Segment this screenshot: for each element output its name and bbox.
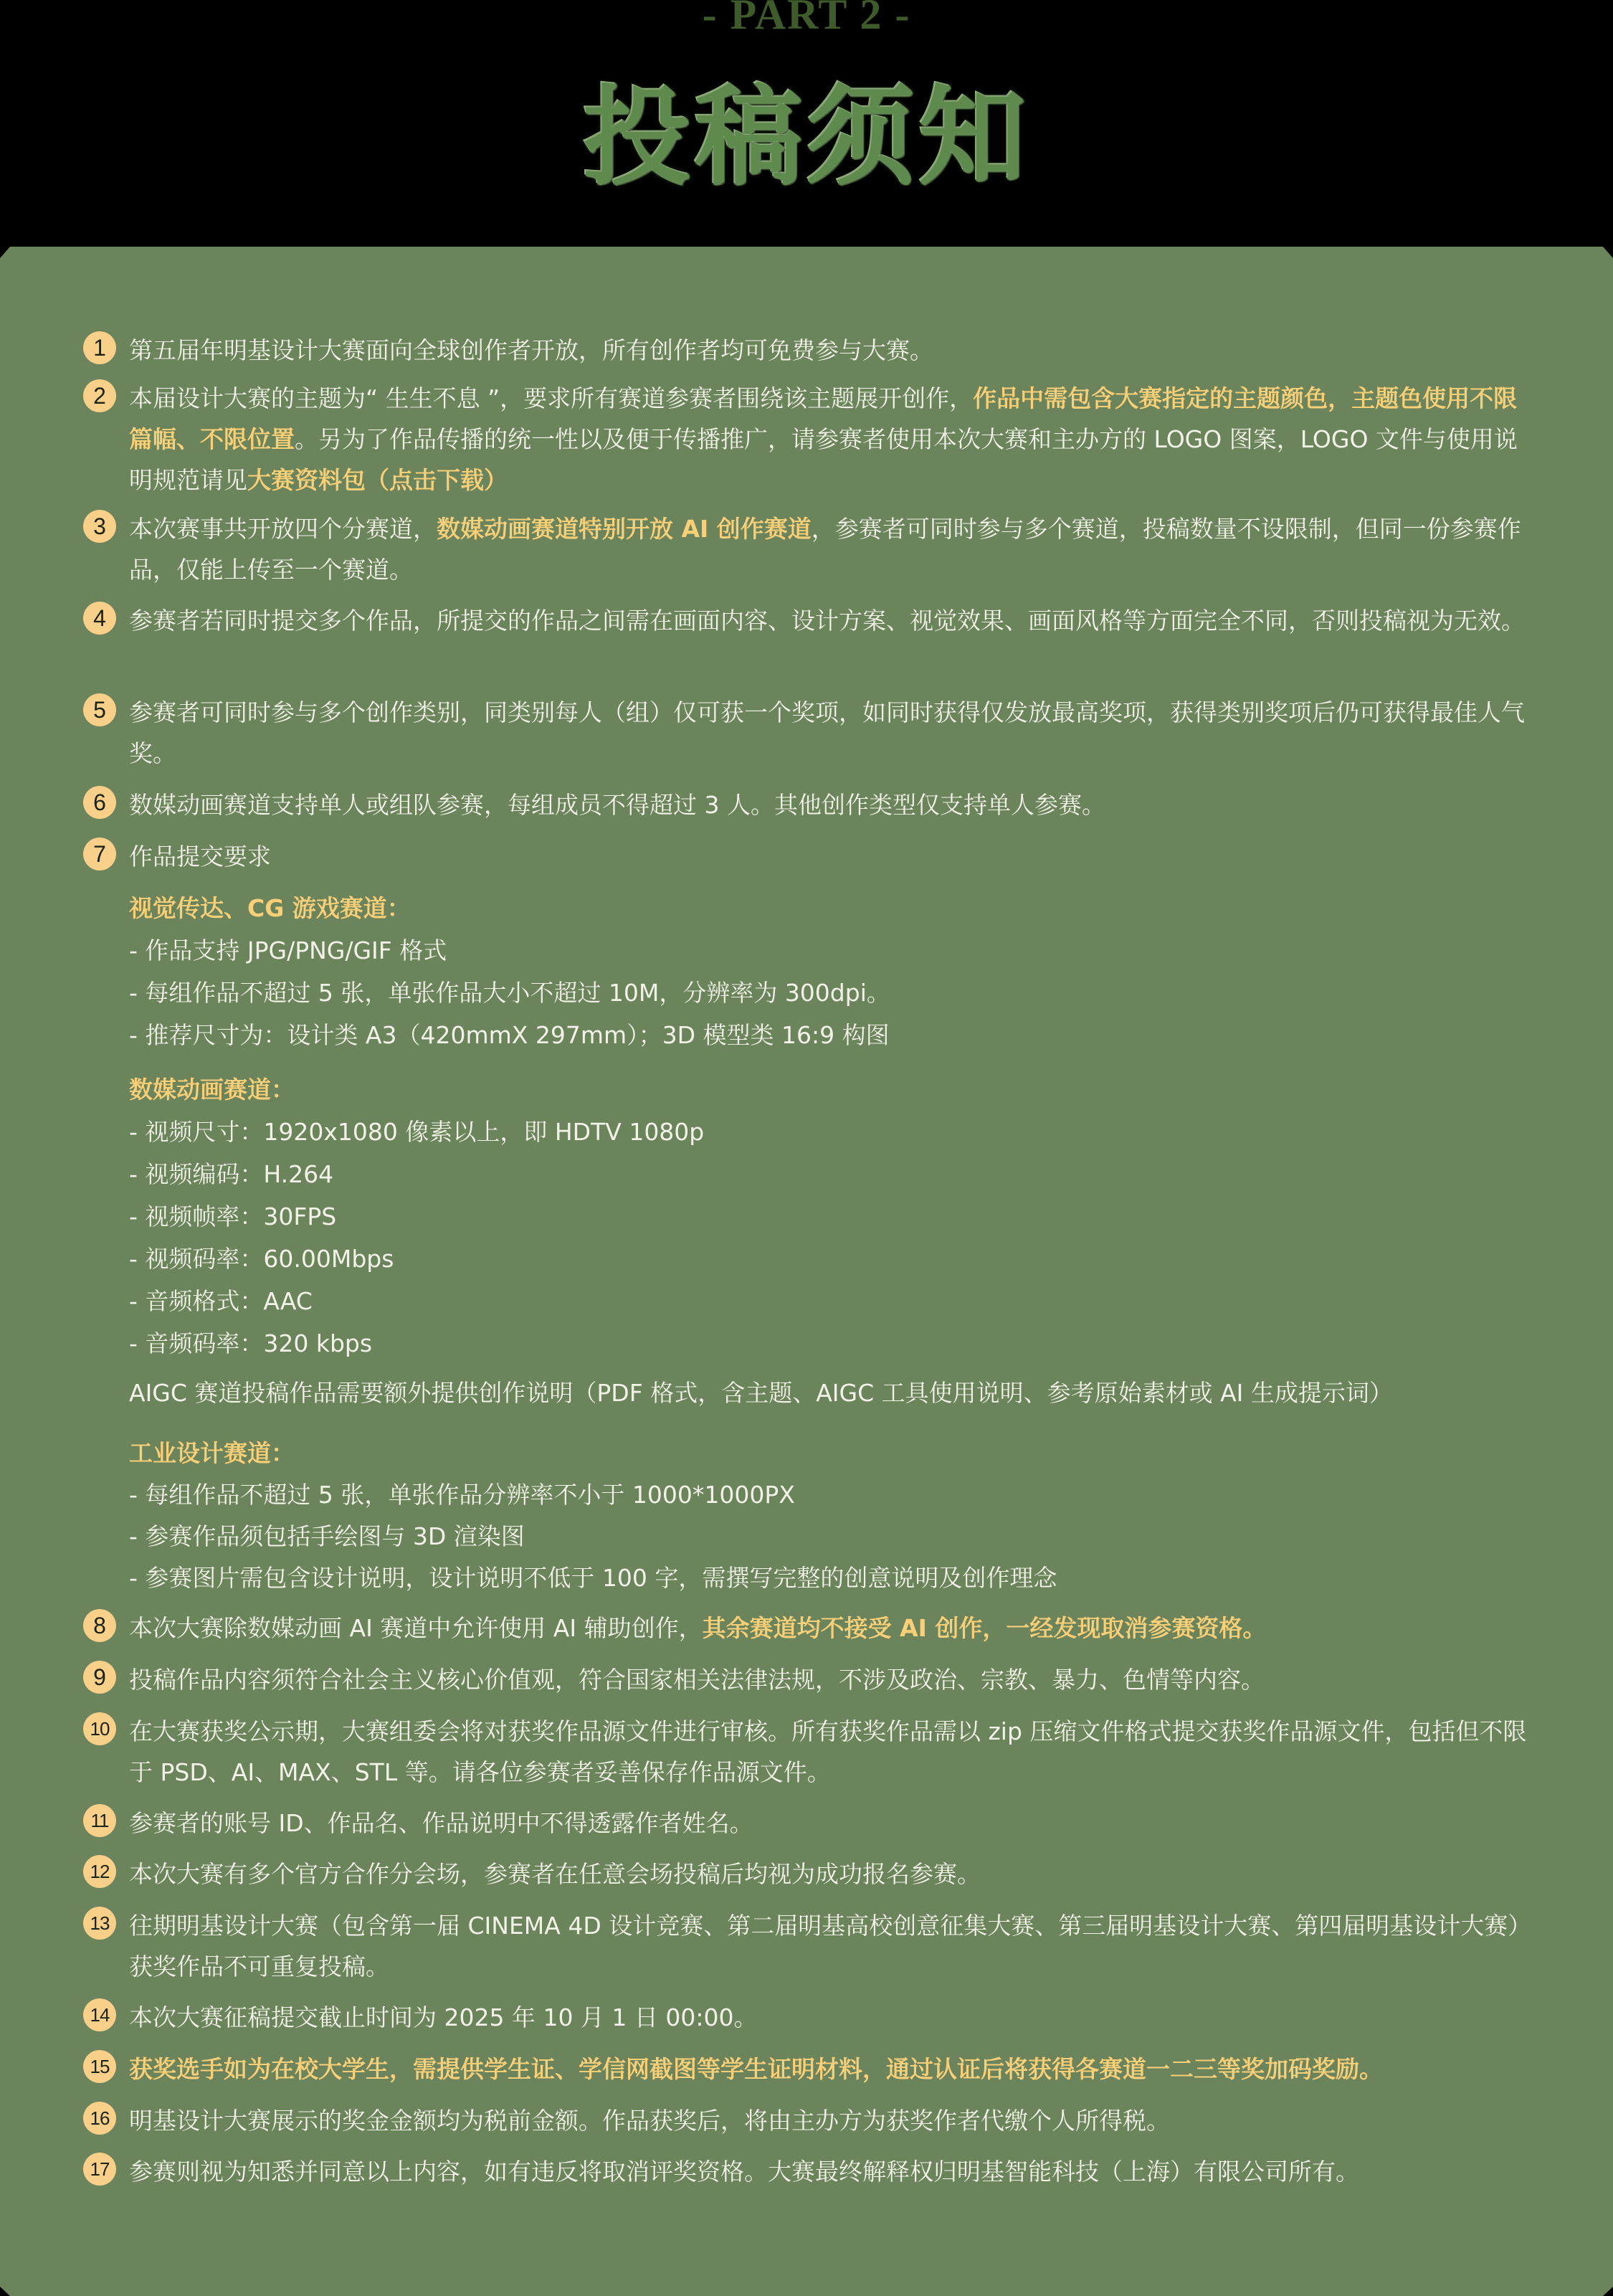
item-text-part: 第五届年明基设计大赛面向全球创作者开放，所有创作者均可免费参与大赛。 [129, 336, 933, 364]
item-text-part: 往期明基设计大赛（包含第一届 CINEMA 4D 设计竞赛、第二届明基高校创意征集大赛、第三届明基设计大赛、第四届明基设计大赛）获奖作品不可重复投稿。 [129, 1912, 1532, 1980]
item-text [129, 1854, 1534, 1894]
aigc-note: AIGC 赛道投稿作品需要额外提供创作说明（PDF 格式，含主题、AIGC 工具使用说明、参考原始素材或 AI 生成提示词） [129, 1379, 1393, 1407]
item-text-part: 作品提交要求 [129, 843, 271, 871]
item-text-part: 参赛者的账号 ID、作品名、作品说明中不得透露作者姓名。 [129, 1809, 753, 1837]
list-item [83, 2100, 1534, 2141]
number-badge: 4 [83, 602, 116, 635]
list-item [83, 2151, 1534, 2192]
list-item [83, 692, 1534, 774]
number-badge: 7 [83, 838, 116, 871]
item-text [129, 1905, 1534, 1987]
item-text-part: 本届设计大赛的主题为“ 生生不息 ”，要求所有赛道参赛者围绕该主题展开创作， [129, 384, 974, 412]
item-text [129, 330, 1534, 371]
number-badge: 17 [83, 2153, 116, 2186]
number-badge: 3 [83, 510, 116, 543]
list-item [83, 1711, 1534, 1793]
item-text-part: 参赛则视为知悉并同意以上内容，如有违反将取消评奖资格。大赛最终解释权归明基智能科技（上海）有限公司所有。 [129, 2158, 1359, 2186]
requirement-line: - 视频帧率：30FPS [129, 1202, 337, 1230]
number-badge: 10 [83, 1712, 116, 1745]
item-text [129, 378, 1534, 501]
item-text [129, 2100, 1534, 2141]
number-badge: 16 [83, 2102, 116, 2135]
list-item [83, 600, 1534, 641]
number-badge: 12 [83, 1855, 116, 1888]
item-text [129, 1997, 1534, 2038]
number-badge: 8 [83, 1609, 116, 1642]
item-text [129, 600, 1534, 641]
item-text-part: 本次大赛除数媒动画 AI 赛道中允许使用 AI 辅助创作， [129, 1614, 703, 1642]
list-item [83, 2049, 1534, 2089]
requirement-line: - 音频格式：AAC [129, 1287, 313, 1315]
requirement-line: - 每组作品不超过 5 张，单张作品分辨率不小于 1000*1000PX [129, 1481, 795, 1509]
requirement-line: - 视频编码：H.264 [129, 1160, 334, 1188]
requirement-line: - 每组作品不超过 5 张，单张作品大小不超过 10M，分辨率为 300dpi。 [129, 979, 890, 1007]
page-title: 投稿须知 [582, 75, 1030, 200]
item-text-part: 本次大赛征稿提交截止时间为 2025 年 10 月 1 日 00:00。 [129, 2003, 758, 2031]
highlight-text: 数媒动画赛道特别开放 AI 创作赛道 [437, 515, 812, 543]
item-text [129, 692, 1534, 774]
item-text [129, 836, 1534, 877]
number-badge: 13 [83, 1907, 116, 1940]
requirement-line: - 视频码率：60.00Mbps [129, 1245, 394, 1273]
number-badge: 5 [83, 693, 116, 726]
item-text-part: 参赛者若同时提交多个作品，所提交的作品之间需在画面内容、设计方案、视觉效果、画面风格等方面完全不同，否则投稿视为无效。 [129, 607, 1525, 635]
number-badge: 9 [83, 1661, 116, 1694]
section-heading: 工业设计赛道： [129, 1439, 295, 1467]
section-visual-cg [129, 887, 1534, 1056]
highlight-text: 获奖选手如为在校大学生，需提供学生证、学信网截图等学生证明材料，通过认证后将获得各赛道一二三等奖加码奖励。 [129, 2055, 1383, 2083]
requirement-line: - 推荐尺寸为：设计类 A3（420mmX 297mm）；3D 模型类 16:9 构图 [129, 1021, 890, 1049]
requirement-line: - 音频码率：320 kbps [129, 1329, 373, 1357]
list-item [83, 1997, 1534, 2038]
section-heading: 视觉传达、CG 游戏赛道： [129, 894, 411, 922]
number-badge: 11 [83, 1804, 116, 1837]
part-label: - PART 2 - [702, 0, 911, 38]
highlight-text: 其余赛道均不接受 AI 创作，一经发现取消参赛资格。 [702, 1614, 1267, 1642]
requirement-line: - 作品支持 JPG/PNG/GIF 格式 [129, 936, 447, 964]
list-item [83, 1854, 1534, 1894]
item-text [129, 508, 1534, 590]
list-item [83, 378, 1534, 501]
number-badge: 15 [83, 2050, 116, 2083]
item-text-part: 在大赛获奖公示期，大赛组委会将对获奖作品源文件进行审核。所有获奖作品需以 zip 压缩文件格式提交获奖作品源文件，包括但不限于 PSD、AI、MAX、STL 等。请各位参赛者妥善保存作品源文件。 [129, 1717, 1527, 1786]
item-text [129, 1659, 1534, 1700]
requirement-line: - 参赛作品须包括手绘图与 3D 渲染图 [129, 1522, 525, 1550]
item-text-part: 本次赛事共开放四个分赛道， [129, 515, 437, 543]
section-industrial [129, 1433, 1534, 1599]
section-animation [129, 1068, 1534, 1414]
item-text [129, 2049, 1534, 2089]
list-item [83, 1905, 1534, 1987]
list-item [83, 1659, 1534, 1700]
number-badge: 14 [83, 1998, 116, 2031]
list-item [83, 836, 1534, 877]
list-item [83, 784, 1534, 825]
item-text-part: 明基设计大赛展示的奖金金额均为税前金额。作品获奖后，将由主办方为获奖作者代缴个人所得税。 [129, 2107, 1170, 2135]
highlight-text: 作品中需包含大赛指定的主题颜色，主题色使用不限篇幅、不限位置 [129, 384, 1518, 453]
list-item [83, 1608, 1534, 1649]
number-badge: 6 [83, 786, 116, 819]
item-text [129, 1803, 1534, 1844]
requirement-line: - 视频尺寸：1920x1080 像素以上，即 HDTV 1080p [129, 1118, 705, 1146]
header [0, 0, 1613, 247]
list-item [83, 1803, 1534, 1844]
list-item [83, 508, 1534, 590]
item-text-part: 数媒动画赛道支持单人或组队参赛，每组成员不得超过 3 人。其他创作类型仅支持单人参赛。 [129, 791, 1105, 819]
requirement-line: - 参赛图片需包含设计说明，设计说明不低于 100 字，需撰写完整的创意说明及创作理念 [129, 1564, 1057, 1592]
section-heading: 数媒动画赛道： [129, 1076, 295, 1104]
item-text-part: ，参赛者可同时参与多个赛道，投稿数量不设限制，但同一份参赛作品，仅能上传至一个赛道。 [129, 515, 1521, 584]
item-text-part: 参赛者可同时参与多个创作类别，同类别每人（组）仅可获一个奖项，如同时获得仅发放最高奖项，获得类别奖项后仍可获得最佳人气奖。 [129, 698, 1525, 767]
item-text-part: 投稿作品内容须符合社会主义核心价值观，符合国家相关法律法规，不涉及政治、宗教、暴力、色情等内容。 [129, 1666, 1265, 1694]
item-text [129, 1608, 1534, 1649]
download-link[interactable]: 大赛资料包（点击下载） [247, 466, 508, 494]
number-badge: 1 [83, 331, 116, 364]
item-text-part: 本次大赛有多个官方合作分会场，参赛者在任意会场投稿后均视为成功报名参赛。 [129, 1860, 981, 1888]
item-text [129, 2151, 1534, 2192]
item-text [129, 784, 1534, 825]
list-item [83, 330, 1534, 371]
item-text [129, 1711, 1534, 1793]
number-badge: 2 [83, 379, 116, 412]
item-text-part: 。另为了作品传播的统一性以及便于传播推广，请参赛者使用本次大赛和主办方的 LOGO 图案，LOGO 文件与使用说明规范请见 [129, 425, 1518, 494]
